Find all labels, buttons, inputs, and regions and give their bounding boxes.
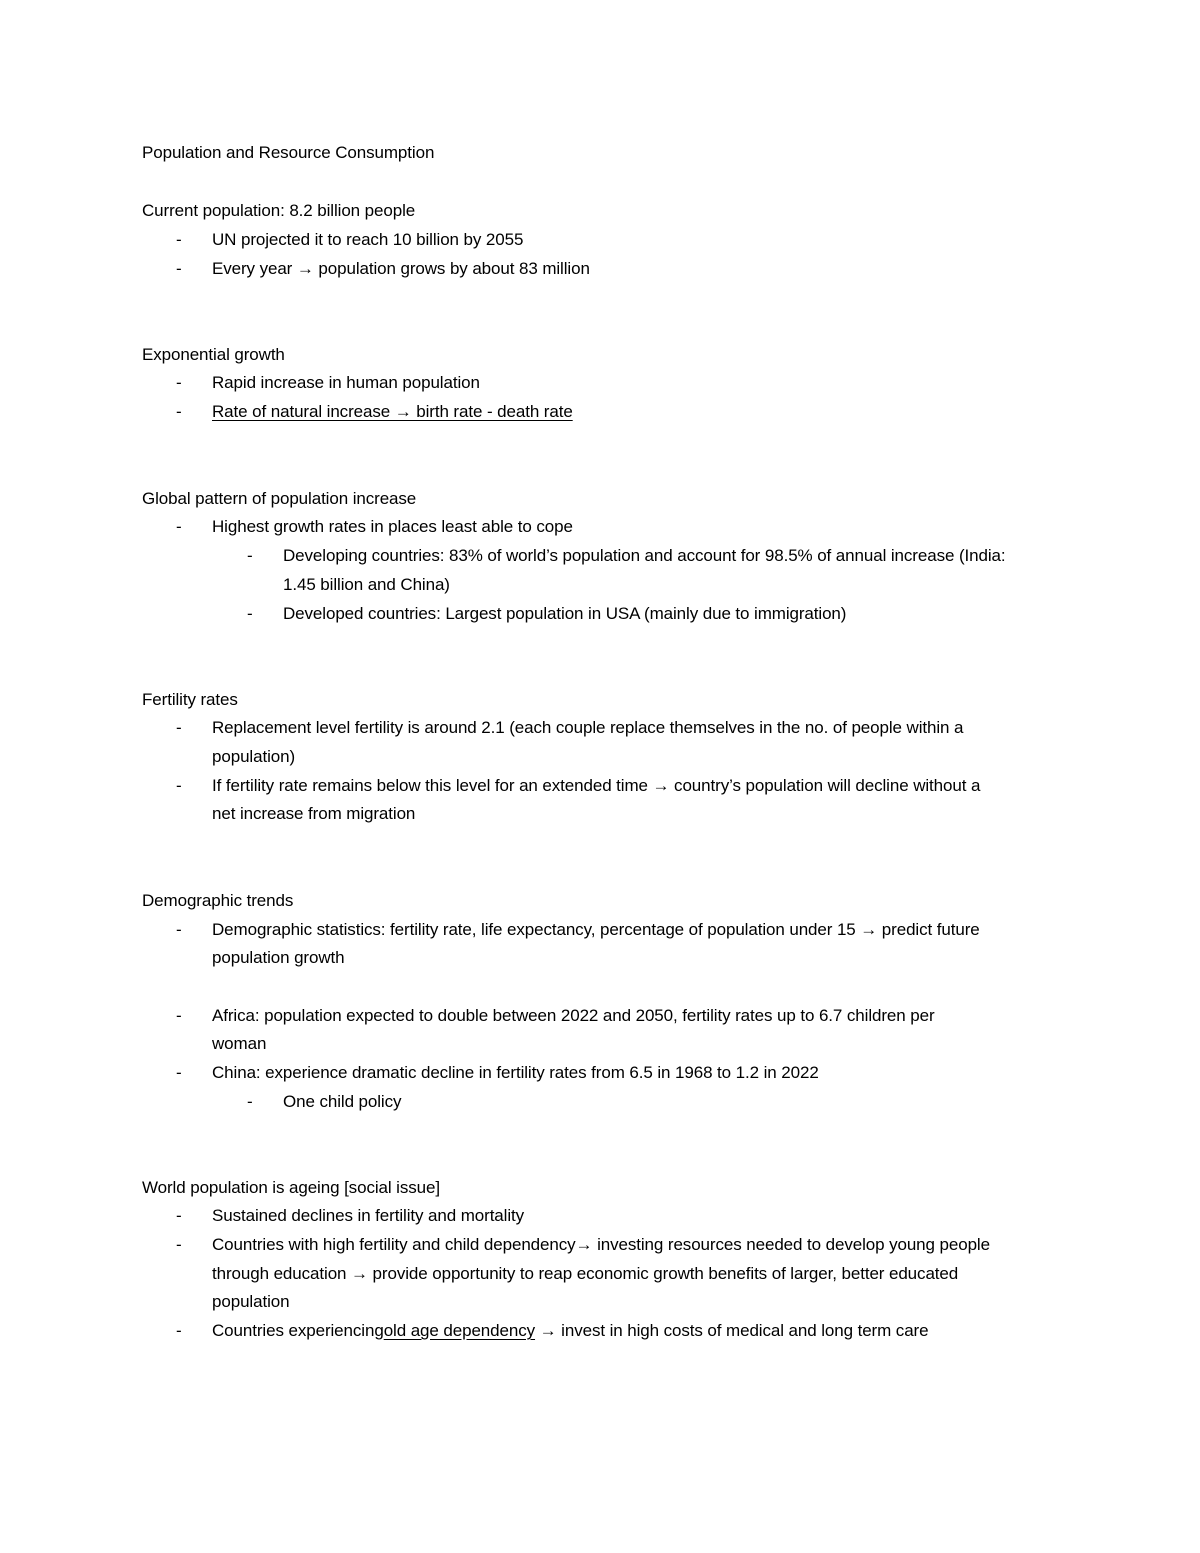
bullet-text: Africa: population expected to double between 2022 and 2050, fertility rates up to 6.7 children per — [212, 1006, 935, 1025]
section-heading-world-population-ageing: World population is ageing [social issue] — [142, 1178, 440, 1197]
bullet-text-continued: population — [212, 1292, 290, 1311]
bullet-text: Highest growth rates in places least able to cope — [212, 517, 573, 536]
underlined-term-old-age-dependency: old age dependency — [383, 1321, 536, 1340]
bullet-text: UN projected it to reach 10 billion by 2055 — [212, 230, 524, 249]
bullet-text: Sustained declines in fertility and mortality — [212, 1206, 525, 1225]
sub-bullet-text-continued: 1.45 billion and China) — [283, 575, 450, 594]
bullet-dash: - — [176, 373, 182, 392]
bullet-text: If fertility rate remains below this level for an extended time → country’s population will decline without a — [212, 776, 981, 795]
bullet-dash: - — [176, 1321, 182, 1340]
bullet-text-underlined: Rate of natural increase → birth rate - death rate — [212, 402, 573, 421]
sub-bullet-text: Developing countries: 83% of world’s population and account for 98.5% of annual increase (India: — [283, 546, 1006, 565]
section-heading-demographic-trends: Demographic trends — [142, 891, 294, 910]
section-heading-current-population: Current population: 8.2 billion people — [142, 201, 416, 220]
bullet-text-continued: population growth — [212, 948, 345, 967]
sub-bullet-dash: - — [247, 604, 253, 623]
sub-bullet-dash: - — [247, 1092, 253, 1111]
bullet-text: Countries with high fertility and child dependency→ investing resources needed to develop young people — [212, 1235, 990, 1254]
bullet-dash: - — [176, 402, 182, 421]
bullet-dash: - — [176, 920, 182, 939]
sub-bullet-dash: - — [247, 546, 253, 565]
section-heading-fertility-rates: Fertility rates — [142, 690, 238, 709]
bullet-text: China: experience dramatic decline in fertility rates from 6.5 in 1968 to 1.2 in 2022 — [212, 1063, 819, 1082]
document-title: Population and Resource Consumption — [142, 143, 435, 162]
bullet-text-continued: population) — [212, 747, 296, 766]
bullet-text: Replacement level fertility is around 2.1 (each couple replace themselves in the no. of people within a — [212, 718, 964, 737]
bullet-text: Every year → population grows by about 83 million — [212, 259, 590, 278]
bullet-text-continued: through education → provide opportunity to reap economic growth benefits of larger, better educated — [212, 1264, 959, 1283]
bullet-dash: - — [176, 259, 182, 278]
sub-bullet-text: One child policy — [283, 1092, 402, 1111]
bullet-dash: - — [176, 517, 182, 536]
bullet-text-prefix: Countries experiencing — [212, 1321, 384, 1340]
bullet-text: Demographic statistics: fertility rate, life expectancy, percentage of population under 15 → predict future — [212, 920, 980, 939]
bullet-text-continued: net increase from migration — [212, 804, 416, 823]
bullet-text-suffix: → invest in high costs of medical and long term care — [535, 1321, 929, 1340]
bullet-dash: - — [176, 1206, 182, 1225]
bullet-dash: - — [176, 1006, 182, 1025]
bullet-dash: - — [176, 1235, 182, 1254]
bullet-text: Rapid increase in human population — [212, 373, 480, 392]
bullet-dash: - — [176, 230, 182, 249]
section-heading-global-pattern: Global pattern of population increase — [142, 489, 417, 508]
bullet-dash: - — [176, 1063, 182, 1082]
bullet-text — [212, 1320, 928, 1342]
sub-bullet-text: Developed countries: Largest population in USA (mainly due to immigration) — [283, 604, 847, 623]
bullet-dash: - — [176, 776, 182, 795]
bullet-dash: - — [176, 718, 182, 737]
section-heading-exponential-growth: Exponential growth — [142, 345, 285, 364]
bullet-text-continued: woman — [212, 1034, 267, 1053]
